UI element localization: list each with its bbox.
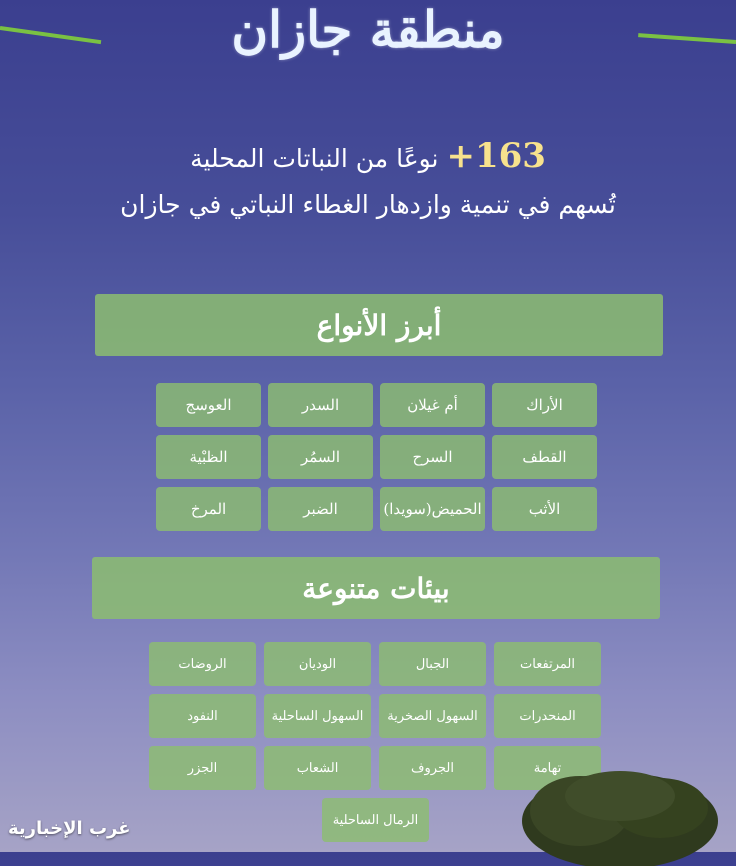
species-item: الأثب	[492, 487, 597, 531]
environment-item: النفود	[149, 694, 256, 738]
tree-silhouette	[510, 766, 720, 866]
headline-line-1	[0, 136, 736, 176]
environment-item: الجبال	[379, 642, 486, 686]
species-item: الأراك	[492, 383, 597, 427]
species-item: السرح	[380, 435, 485, 479]
species-item: السمُر	[268, 435, 373, 479]
species-count: 163+	[446, 136, 546, 176]
environment-item: المرتفعات	[494, 642, 601, 686]
headline-line-2: تُسهم في تنمية وازدهار الغطاء النباتي في جازان	[120, 190, 616, 219]
species-item: الظبْية	[156, 435, 261, 479]
species-item: المرخ	[156, 487, 261, 531]
species-item: الضبر	[268, 487, 373, 531]
species-item: العوسج	[156, 383, 261, 427]
environment-item: الوديان	[264, 642, 371, 686]
watermark-logo: غرب الإخبارية	[8, 818, 131, 839]
environment-item: الروضات	[149, 642, 256, 686]
environment-item: تهامة	[494, 746, 601, 790]
environment-item: السهول الصخرية	[379, 694, 486, 738]
section-title-species: أبرز الأنواع	[95, 294, 663, 356]
environment-item: السهول الساحلية	[264, 694, 371, 738]
page-title: منطقة جازان	[231, 0, 505, 59]
section-title-environments: بيئات متنوعة	[92, 557, 660, 619]
environment-item: الجزر	[149, 746, 256, 790]
headline-line-1-text: نوعًا من النباتات المحلية	[190, 144, 439, 173]
environment-item: المنحدرات	[494, 694, 601, 738]
species-item: أم غيلان	[380, 383, 485, 427]
species-item: الحميض(سويدا)	[380, 487, 485, 531]
environment-item-last: الرمال الساحلية	[322, 798, 429, 842]
environment-item: الجروف	[379, 746, 486, 790]
environment-item: الشعاب	[264, 746, 371, 790]
species-item: السدر	[268, 383, 373, 427]
species-item: القطف	[492, 435, 597, 479]
species-grid	[154, 383, 597, 531]
